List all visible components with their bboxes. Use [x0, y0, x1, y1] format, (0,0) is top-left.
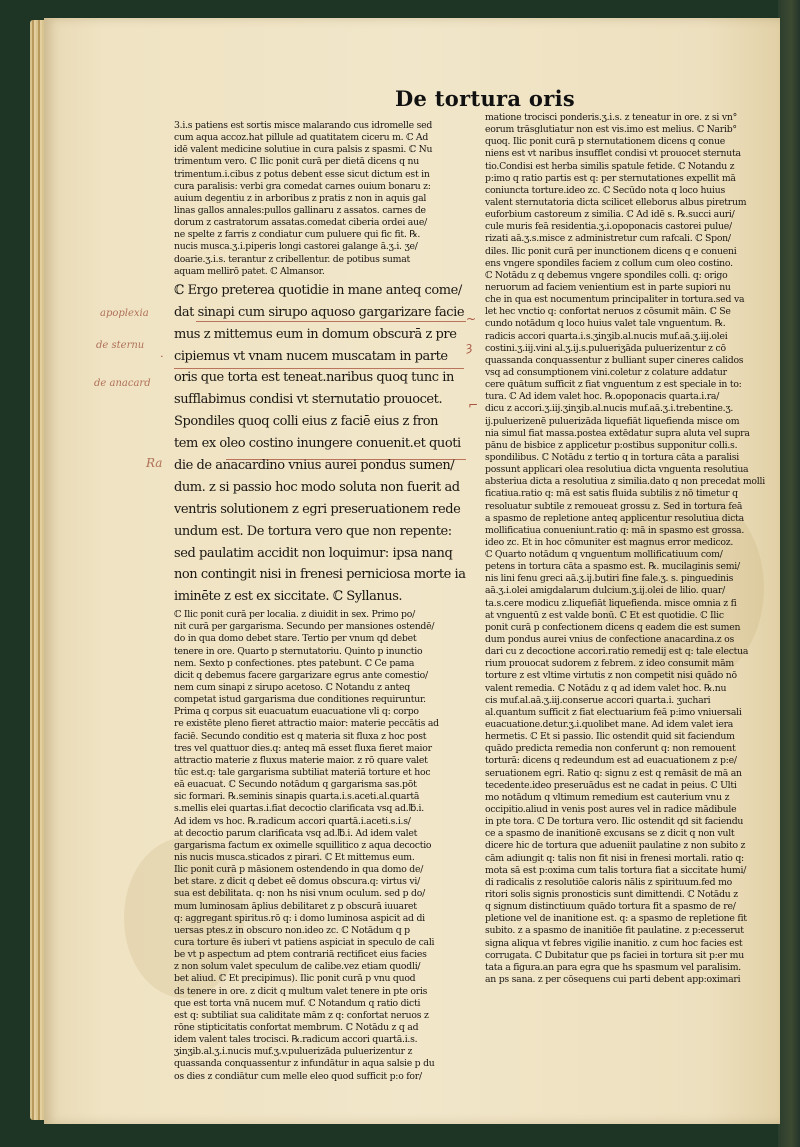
text-line: nucis musca.ʒ.i.piperis longi castorei galange ā.ʒ.i. ʒe/ [174, 241, 418, 253]
page-header-title: De tortura oris [395, 86, 575, 111]
text-line: cule muris feā residentia.ʒ.i.opoponacis castorei pulue/ [485, 221, 732, 233]
text-line: sufflabimus condisi vt sternutatio prouocet. [174, 392, 443, 408]
text-line: eā euacuat. ℂ Secundo notādum q gargarisma sas.pōt [174, 779, 417, 791]
margin-annotation: de sternu [96, 340, 145, 351]
text-line: mollificatiua conueniunt.ratio q: mā in spasmo est grossa. [485, 524, 745, 536]
text-line: matione trocisci ponderis.ʒ.i.s. z teneatur in ore. z si vn° [485, 112, 737, 123]
text-line: euacuatione.detur.ʒ.i.quolibet mane. Ad idem valet iera [485, 719, 734, 731]
text-line: s.mellis elei quartas.i.fiat decoctio clarificata vsq ad.℔.i. [174, 803, 424, 815]
text-line: bet stare. z dicit q debet eē domus obscura.q: virtus vi/ [174, 876, 420, 888]
text-line: idem valent tales trocisci. ℞.radicum accori quartā.i.s. [174, 1034, 418, 1046]
text-line: uersas ptes.z in obscuro non.ideo zc. ℂ Notādum q p [174, 924, 410, 936]
text-line: ritori solis signis pronosticis sunt dimittendi. ℂ Notādu z [485, 889, 738, 900]
text-line: bet aliud. ℂ Et precipimus). Ilic ponit curā p vnu quod [174, 973, 416, 985]
text-line: oris que torta est teneat.naribus quoq tunc in [174, 370, 454, 386]
text-line: cum aqua accoz.hat pillule ad quatitatem ciceru m. ℂ Ad [174, 132, 429, 144]
text-line: let hec vnctio q: confortat neruos z cōsumit māin. ℂ Se [485, 306, 731, 318]
text-line: dicit q debemus facere gargarizare egrus ante comestio/ [174, 669, 428, 681]
right-text-column [485, 112, 775, 986]
text-line: Ad idem vs hoc. ℞.radicum accori quartā.i.aceti.s.i.s/ [174, 815, 411, 827]
text-line: niens est vt naribus insufflet condisi vt prouocet sternuta [485, 148, 741, 160]
text-line: p:imo q ratio partis est q: per sternutationes expellit mā [485, 172, 736, 184]
text-line: absteriua dicta a resolutiua z similia.dato q non precedat molli [485, 476, 765, 488]
text-line: radicis accori quarta.i.s.ʒinʒib.al.nucis muf.aā.ʒ.iij.olei [485, 330, 728, 342]
text-line: euforbium castoreum z similia. ℂ Ad idē s. ℞.succi auri/ [485, 209, 735, 221]
text-line: competat istud gargarisma due conditiones requiruntur. [174, 694, 426, 706]
text-line: do in qua domo debet stare. Tertio per vnum qd debet [174, 633, 417, 645]
text-line: tura. ℂ Ad idem valet hoc. ℞.opoponacis quarta.i.ra/ [485, 391, 720, 403]
text-line: nem cum sinapi z sirupo acetoso. ℂ Notandu z anteq [174, 682, 410, 694]
text-line: al.quantum sufficit z fiat electuarium feā p:imo vniuersali [485, 706, 742, 718]
text-line: resoluatur subtile z remoueat grossu z. Sed in tortura feā [485, 500, 743, 512]
text-line: tenere in ore. Quarto p sternutatoriu. Quinto p inunctio [174, 645, 423, 657]
text-line: q: aggregant spiritus.rō q: i domo luminosa aspicit ad di [174, 912, 425, 924]
text-line: ventris solutionem z egri preseruationem rede [174, 501, 461, 517]
text-line: an ps sana. z per cōsequens cui parti debent app:oximari [485, 973, 741, 985]
left-text-column [174, 120, 466, 1083]
text-line: dum pondus aurei vnius de confectione anacardina.z os [485, 634, 734, 646]
text-line: z non solum valet speculum de calibe.vez etiam quodli/ [174, 961, 421, 973]
text-line: dum. z si passio hoc modo soluta non fuerit ad [174, 479, 460, 495]
text-line: mota sā est p:oxima cum talis tortura fiat a siccitate humi/ [485, 864, 747, 876]
text-line: aā.ʒ.i.olei amigdalarum dulcium.ʒ.ij.olei de lilio. quar/ [485, 585, 725, 597]
text-line: valent remedia. ℂ Notādu z q ad idem valet hoc. ℞.nu [485, 682, 727, 694]
text-line: auium degentiu z in arboribus z pratis z non in aquis gal [174, 192, 427, 204]
text-line: faciē. Secundo conditio est q materia sit fluxa z hoc post [174, 730, 427, 742]
text-line: quassanda conquassentur z infundātur in aqua salsie p du [174, 1058, 435, 1070]
text-line: corrugata. ℂ Dubitatur que ps faciei in tortura sit p:er mu [485, 949, 744, 961]
text-line: quādo predicta remedia non conferunt q: non remouent [485, 743, 736, 755]
text-line: cere quātum sufficit z fiat vnguentum z est speciale in to: [485, 379, 742, 391]
text-line: rōne stipticitatis confortat membrum. ℂ Notādu z q ad [174, 1021, 419, 1033]
text-line: ds tenere in ore. z dicit q multum valet tenere in pte oris [174, 985, 428, 997]
text-line: dorum z castratorum assatas.comedat ciberia ordei aue/ [174, 217, 427, 229]
text-line: trimentum vero. ℂ Ilic ponit curā per dietā dicens q nu [174, 156, 419, 168]
text-line: be vt p aspectum ad ptem contrariā rectificet eius facies [174, 949, 427, 961]
text-line: tio.Condisi est herba similis spatule fetide. ℂ Notandu z [485, 160, 735, 172]
text-line: idē valent medicine solutiue in cura palsis z spasmi. ℂ Nu [174, 144, 433, 156]
text-line: tres vel quattuor dies.q: anteq mā esset fluxa fieret maior [174, 742, 432, 754]
left-column-main-text [174, 280, 466, 608]
text-line: tūc est.q: tale gargarisma subtiliat materiā torture et hoc [174, 767, 431, 779]
text-line: dicere hic de tortura que adueniit paulatine z non subito z [485, 840, 746, 852]
text-line: seruationem egri. Ratio q: signu z est q remāsit de mā an [485, 767, 742, 779]
text-line: die de anacardino vnius aurei pondus sumen/ [174, 457, 455, 473]
cover-edge [778, 0, 800, 1147]
text-line: Prima q corpus sit euacuatum euacuatione vli q: corpo [174, 706, 419, 718]
text-line: spondilibus. ℂ Notādu z tertio q in tortura cāta a paralisi [485, 451, 740, 463]
text-line: ponit curā p confectionem dicens q eadem die est sumen [485, 621, 741, 633]
text-line: Ilic ponit curā p māsionem ostendendo in qua domo de/ [174, 864, 424, 876]
text-line: ij.puluerizenē puluerizāda liquefiāt liquefienda misce om [485, 415, 740, 427]
margin-mark: ⌐ [468, 398, 479, 412]
text-line: di radicalis z resolutiōe caloris nālis z spirituum.fed mo [485, 876, 732, 888]
text-line: cundo notādum q loco huius valet tale vnguentum. ℞. [485, 318, 726, 330]
text-line: nis lini fenu greci aā.ʒ.ij.butiri fine fale.ʒ. s. pinguedinis [485, 573, 734, 585]
text-line: sed paulatim accidit non loquimur: ipsa nanq [174, 545, 453, 561]
text-line: gargarisma factum ex oximelle squillitico z aqua decoctio [174, 839, 432, 851]
text-line: at vnguentū z est valde bonū. ℂ Et est quotidie. ℂ Ilic [485, 609, 724, 621]
text-line: trimentum.i.cibus z potus debent esse sicut dictum est in [174, 168, 430, 180]
text-line: rizati aā.ʒ.s.misce z administretur cum rafcali. ℂ Spon/ [485, 233, 731, 245]
text-line: Spondiles quoq colli eius z faciē eius z fron [174, 414, 439, 430]
text-line: signa aliqua vt febres vigilie inanitio. z cum hoc facies est [485, 937, 743, 949]
text-line: linas gallos annales:pullos gallinaru z assatos. carnes de [174, 204, 426, 216]
text-line: nit curā per gargarisma. Secundo per mansiones ostendē/ [174, 621, 435, 633]
text-line: eorum trāsglutiatur non est vis.imo est melius. ℂ Narib° [485, 124, 737, 136]
text-line: ℂ Ilic ponit curā per localia. z diuidit in sex. Primo po/ [174, 609, 415, 621]
text-line: ℂ Notādu z q debemus vngere spondiles colli. q: origo [485, 269, 728, 281]
text-line: sua est debilitata. q: non hs nisi vnum oculum. sed p do/ [174, 888, 425, 900]
text-line: re existēte pleno fieret attractio maior: materie peccātis ad [174, 718, 439, 730]
text-line: ce a spasmo de inanitionē excusans se z dicit q non vult [485, 828, 735, 840]
text-line: ℂ Ergo preterea quotidie in mane anteq come/ [174, 282, 462, 298]
text-line: os dies z condiātur cum melle eleo quod sufficit p:o for/ [174, 1070, 422, 1082]
margin-annotation: de anacard [94, 378, 151, 389]
text-line: dicu z accori.ʒ.iij.ʒinʒib.al.nucis muf.aā.ʒ.i.trebentine.ʒ. [485, 403, 734, 415]
text-line: mum luminosam āplius debilitaret z p obscurā iuuaret [174, 900, 417, 912]
text-line: que est torta vnā nucem muf. ℂ Notandum q ratio dicti [174, 997, 421, 1009]
text-line: mus z mittemus eum in domum obscurā z pre [174, 326, 457, 342]
left-column-small-text-top [174, 120, 466, 278]
text-line: q signum distinctiuum quādo tortura fit a spasmo de re/ [485, 901, 736, 913]
text-line: torture z est vltime virtutis z non competit nisi quādo nō [485, 670, 737, 682]
text-line: at decoctio parum clarificata vsq ad.℔.i. Ad idem valet [174, 827, 418, 839]
left-column-small-text-bottom [174, 609, 466, 1082]
text-line: nem. Sexto p confectiones. ptes patebunt. ℂ Ce pama [174, 657, 415, 669]
text-line: torturā: dicens q redeundum est ad euacuationem z p:e/ [485, 755, 737, 767]
text-line: pletione vel de inanitione est. q: a spasmo de repletione fit [485, 913, 747, 925]
text-line: pānu de bisbice z applicetur p:ostibus supponitur colli.s. [485, 439, 738, 451]
text-line: iminēte z est ex siccitate. ℂ Syllanus. [174, 589, 403, 605]
text-line: in pte tora. ℂ De tortura vero. Ilic ostendit qd sit faciendu [485, 816, 744, 828]
text-line: costini.ʒ.iij.vini al.ʒ.ij.s.pulueriʒāda puluerizentur z cō [485, 342, 726, 354]
text-line: quassanda conquassentur z bulliant super cineres calidos [485, 354, 744, 366]
text-line: cura torture ēs iuberi vt patiens aspiciat in speculo de cali [174, 936, 435, 948]
margin-annotation: apoplexia [100, 308, 149, 319]
text-line: tecedente.ideo preseruādus est ne cadat in peius. ℂ Ulti [485, 779, 737, 791]
text-line: cis muf.al.aā.ʒ.iij.conserue accori quarta.i. ʒuchari [485, 694, 711, 706]
text-line: cām adiungit q: talis non fit nisi in frenesi mortali. ratio q: [485, 852, 744, 864]
text-line: che in qua est nocumentum principaliter in tortura.sed va [485, 294, 745, 306]
text-line: ens vngere spondiles faciem z collum cum oleo costino. [485, 257, 733, 269]
text-line: ta.s.cere modicu z.liquefiāt liquefienda. misce omnia z fi [485, 597, 737, 609]
text-line: attractio materie z fluxus materie maior. z rō quare valet [174, 754, 428, 766]
margin-mark: ᐧ [160, 350, 164, 364]
text-line: valent sternutatoria dicta scilicet elleborus albus piretrum [485, 196, 747, 208]
text-line: neruorum ad faciem venientium est in parte supiori nu [485, 281, 731, 293]
text-line: subito. z a spasmo de inanitiōe fit paulatine. z p:ecesserut [485, 925, 744, 937]
text-line: undum est. De tortura vero que non repente: [174, 523, 452, 539]
text-line: tem ex oleo costino inungere conuenit.et quoti [174, 436, 461, 452]
text-line: 3.i.s patiens est sortis misce malarando cus idromelle sed [174, 120, 433, 131]
text-line: est q: subtiliat sua caliditate mām z q: confortat neruos z [174, 1009, 429, 1021]
text-line: mo notādum q vltimum remedium est cauterium vnu z [485, 791, 730, 803]
text-line: coniuncta torture.ideo zc. ℂ Secūdo nota q loco huius [485, 184, 726, 196]
text-line: non contingit nisi in frenesi perniciosa morte ia [174, 567, 466, 583]
text-line: dat sinapi cum sirupo aquoso gargarizare facie [174, 304, 465, 320]
text-line: possunt applicari olea resolutiua dicta vnguenta resolutiua [485, 464, 749, 476]
text-line: sic formari. ℞.seminis sinapis quarta.i.s.aceti.al.quartā [174, 791, 420, 803]
text-line: nis nucis musca.sticados z pirari. ℂ Et mittemus eum. [174, 852, 415, 863]
text-line: a spasmo de repletione anteq applicentur resolutiua dicta [485, 512, 744, 524]
text-line: quoq. Ilic ponit curā p sternutationem dicens q conue [485, 136, 725, 148]
text-line: aquam mellirō patet. ℂ Almansor. [174, 265, 325, 277]
text-line: nia simul fiat massa.postea extēdatur supra aluta vel supra [485, 427, 750, 439]
text-line: dari cu z decoctione accori.ratio remedij est q: tale electua [485, 646, 749, 658]
text-line: rium prouocat sudorem z febrem. z ideo consumit mām [485, 658, 734, 670]
text-line: tata a figura.an para egra que hs spasmum vel paralisim. [485, 961, 741, 973]
text-line: ideo zc. Et in hoc cōmuniter est magnus error medicoz. [485, 536, 734, 548]
text-line: hermetis. ℂ Et si passio. Ilic ostendit quid sit faciendum [485, 731, 735, 743]
text-line: doarie.ʒ.i.s. terantur z cribellentur. de potibus sumat [174, 253, 410, 265]
text-line: occipitio.aliud in venis post aures vel in radice mādibule [485, 804, 737, 816]
text-line: petens in tortura cāta a spasmo est. ℞. mucilaginis semi/ [485, 561, 740, 573]
text-line: ficatiua.ratio q: mā est satis fluida subtilis z nō timetur q [485, 488, 738, 500]
margin-annotation: Ra [146, 456, 163, 470]
text-line: vsq ad consumptionem vini.coletur z colature addatur [485, 366, 727, 378]
margin-mark: ~ [466, 312, 477, 326]
text-line: ʒinʒib.al.ʒ.i.nucis muf.ʒ.v.puluerizāda puluerizentur z [174, 1046, 413, 1058]
text-line: ne spelte z farris z condiatur cum puluere qui fic fit. ℞. [174, 229, 421, 241]
text-line: diles. Ilic ponit curā per inunctionem dicens q e conueni [485, 245, 737, 257]
text-line: cipiemus vt vnam nucem muscatam in parte [174, 348, 448, 364]
text-line: ℂ Quarto notādum q vnguentum mollificatiuum com/ [485, 549, 723, 561]
margin-mark: ȝ [466, 340, 473, 354]
text-line: cura paralisis: verbi gra comedat carnes ouium bonaru z: [174, 180, 431, 192]
